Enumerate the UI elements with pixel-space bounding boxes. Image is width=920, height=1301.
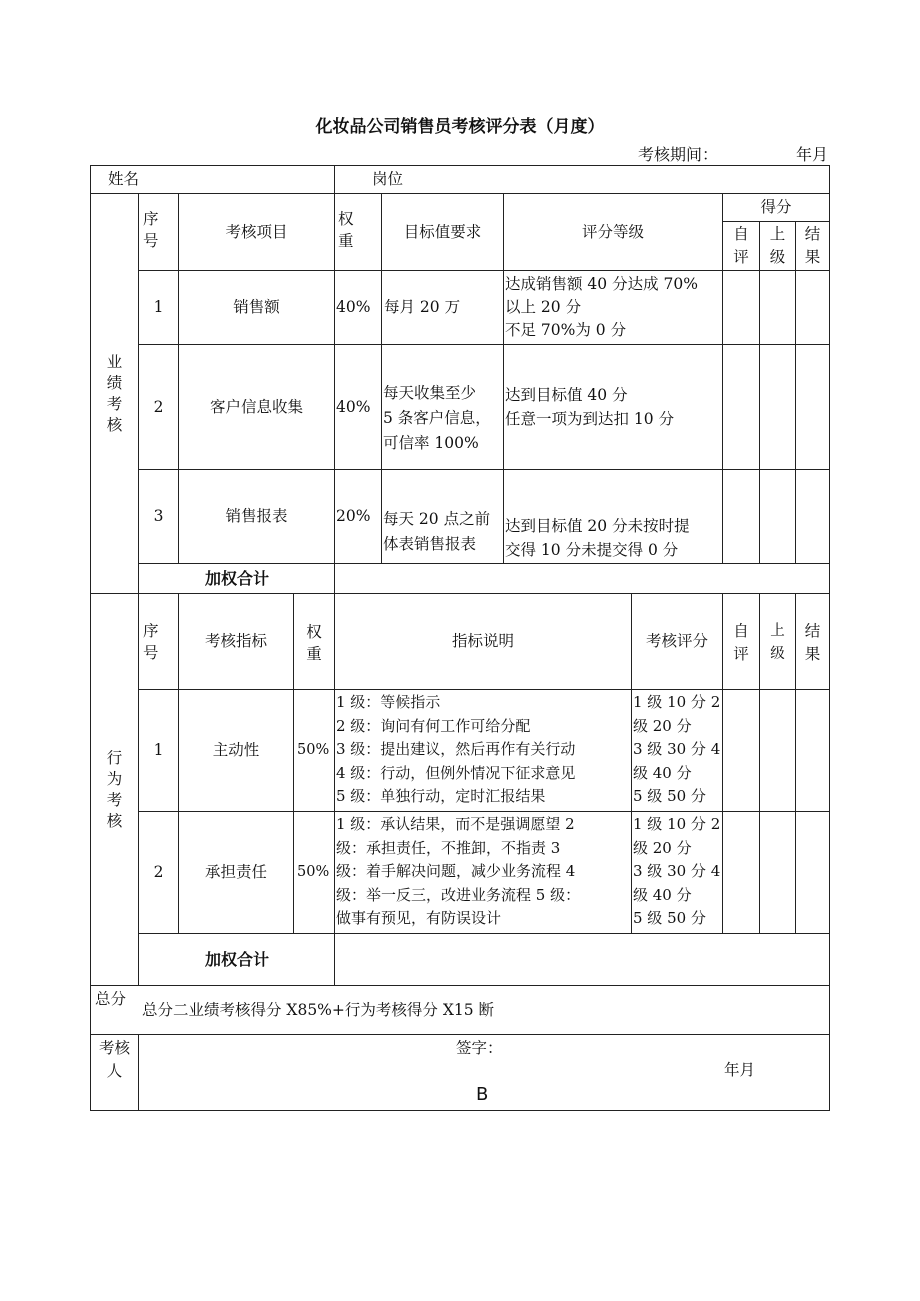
beh-col-desc: 指标说明 <box>451 632 514 650</box>
form-title: 化妆品公司销售员考核评分表（月度） <box>315 117 605 137</box>
examiner-date-label: 年月 <box>724 1061 756 1079</box>
perf-row-1-seq: 1 <box>153 298 164 316</box>
beh-col-item: 考核指标 <box>204 632 267 650</box>
period-label: 考核期间： <box>637 145 718 164</box>
perf-row-2-weight: 40% <box>336 397 371 416</box>
beh-row-1-weight: 50% <box>297 742 330 758</box>
perf-col-grade: 评分等级 <box>581 222 644 241</box>
behavior-section-label: 行 为 考 核 <box>106 748 123 830</box>
beh-row-2-item: 承担责任 <box>204 863 267 881</box>
beh-row-2-desc: 1 级：承认结果，而不是强调愿望 2 级：承担责任，不推卸，不指责 3 级：着手解决问题，减少业务流程 4 级：举一反三，改进业务流程 5 级： 做事有预见，有防误设计 <box>336 815 581 928</box>
beh-row-2-seq: 2 <box>153 863 164 881</box>
beh-row-2-weight: 50% <box>297 864 330 880</box>
perf-row-2-item: 客户信息收集 <box>209 397 303 416</box>
signature-label: 签字： <box>456 1039 503 1057</box>
beh-row-1-eval: 1 级 10 分 2 级 20 分 3 级 30 分 4 级 40 分 5 级 50 分 <box>633 693 721 806</box>
beh-col-weight: 权 重 <box>306 623 322 663</box>
perf-weighted-total-label: 加权合计 <box>204 569 269 588</box>
perf-col-item: 考核项目 <box>225 222 288 241</box>
beh-col-eval: 考核评分 <box>645 632 708 650</box>
assessment-period <box>638 142 828 165</box>
performance-section-label: 业 绩 考 核 <box>106 352 123 434</box>
perf-col-seq: 序 号 <box>143 210 159 250</box>
perf-row-1-target: 每月 20 万 <box>384 298 461 316</box>
perf-row-2-grade: 达到目标值 40 分 任意一项为到达扣 10 分 <box>505 386 675 428</box>
beh-col-result: 结 果 <box>804 622 821 663</box>
beh-row-1-seq: 1 <box>153 741 164 759</box>
perf-row-2-target: 每天收集至少 5 条客户信息， 可信率 100% <box>383 384 491 452</box>
examiner-label: 考核 人 <box>98 1039 130 1080</box>
perf-col-target: 目标值要求 <box>403 222 482 241</box>
perf-row-3-grade: 达到目标值 20 分未按时提 交得 10 分未提交得 0 分 <box>505 517 690 559</box>
perf-col-weight: 权 重 <box>338 210 354 250</box>
post-label: 岗位 <box>372 170 404 188</box>
perf-row-1-item: 销售额 <box>233 298 280 316</box>
signature-mark: B <box>476 1084 489 1105</box>
perf-col-result: 结 果 <box>804 225 821 266</box>
beh-weighted-total-label: 加权合计 <box>204 950 269 969</box>
perf-row-2-seq: 2 <box>153 397 164 416</box>
beh-col-seq: 序 号 <box>143 622 159 662</box>
beh-col-boss: 上 级 <box>770 623 785 662</box>
perf-row-3-target: 每天 20 点之前 体表销售报表 <box>383 510 491 553</box>
perf-row-1-weight: 40% <box>336 298 371 316</box>
beh-row-2-eval: 1 级 10 分 2 级 20 分 3 级 30 分 4 级 40 分 5 级 50 分 <box>633 815 721 928</box>
beh-col-self: 自 评 <box>733 622 749 663</box>
total-score-formula: 总分二业绩考核得分 X85%+行为考核得分 X15 断 <box>142 1001 495 1019</box>
perf-row-3-weight: 20% <box>336 507 371 525</box>
perf-col-score: 得分 <box>760 198 792 216</box>
period-suffix: 年月 <box>795 145 828 164</box>
name-label: 姓名 <box>108 170 140 188</box>
perf-row-3-item: 销售报表 <box>225 507 288 525</box>
perf-col-self: 自 评 <box>733 225 749 266</box>
beh-row-1-item: 主动性 <box>212 741 260 759</box>
beh-row-1-desc: 1 级：等候指示 2 级：询问有何工作可给分配 3 级：提出建议，然后再作有关行动 4 级：行动，但例外情况下征求意见 5 级：单独行动，定时汇报结果 <box>336 693 576 806</box>
perf-row-3-seq: 3 <box>153 507 164 525</box>
perf-col-boss: 上 级 <box>769 225 786 266</box>
perf-row-1-grade: 达成销售额 40 分达成 70% 以上 20 分 不足 70%为 0 分 <box>505 275 698 339</box>
total-score-label: 总分 <box>95 990 127 1008</box>
